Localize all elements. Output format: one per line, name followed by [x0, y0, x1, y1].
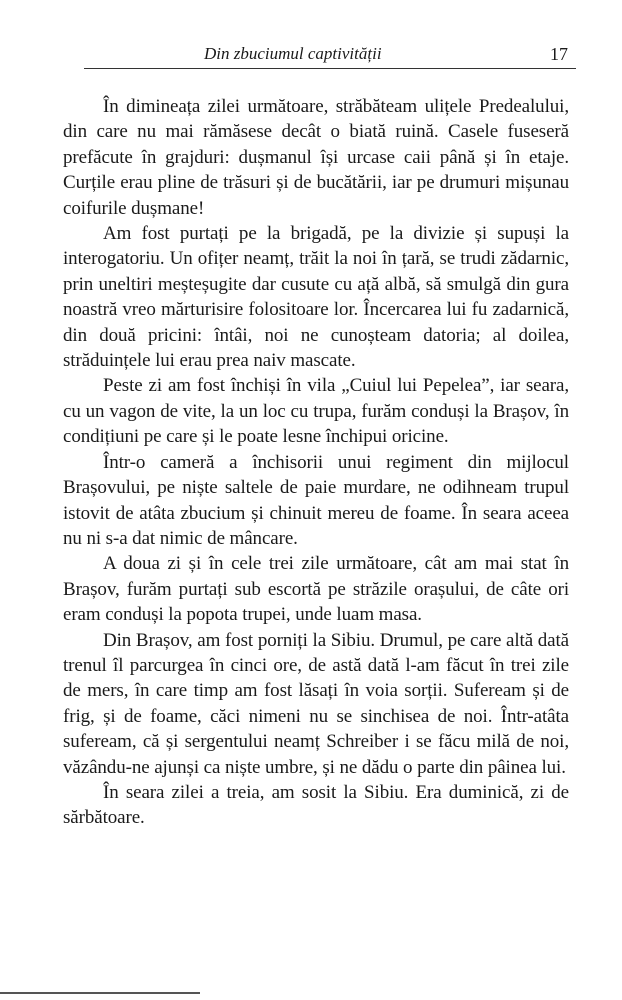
paragraph-3: Peste zi am fost închiși în vila „Cuiul lui Pepelea”, iar seara, cu un vagon de vite, la un loc cu trupa, furăm conduși la Brașov, în condițiuni pe care și le poate lesne închipui oricine. [63, 375, 569, 448]
paragraph-6: Din Brașov, am fost porniți la Sibiu. Drumul, pe care altă dată trenul îl parcurgea în cinci ore, de astă dată l-am făcut în trei zile de mers, în care timp am fost lăsați în voia sorții. Sufeream și de frig, și de foame, căci nimeni nu se sinchisea de noi. Într-atâta sufeream, că și sergentului neamț Schreiber i se făcu milă de noi, văzându-ne ajunși ca niște umbre, și ne dădu o parte din pâinea lui. [63, 629, 569, 778]
paragraph-1: În dimineața zilei următoare, străbăteam ulițele Predealului, din care nu mai rămăsese decât o biată ruină. Casele fuseseră prefăcute în grajduri: dușmanul își urcase caii până și în etaje. Curțile erau pline de trăsuri și de bucătării, iar pe drumuri mișunau coifurile dușmane! [63, 96, 569, 219]
running-header [84, 44, 576, 70]
paragraph-4: Într-o cameră a închisorii unui regiment din mijlocul Brașovului, pe niște saltele de paie murdare, ne odihneam trupul istovit de atâta zbucium și chinuit mereu de foame. În seara aceea nu ni s-a dat nimic de mâncare. [63, 451, 569, 549]
running-header-title: Din zbuciumul captivității [204, 44, 382, 63]
paragraph-7: În seara zilei a treia, am sosit la Sibiu. Era duminică, zi de sărbătoare. [63, 781, 569, 829]
body-text [63, 94, 569, 831]
paragraph-5: A doua zi și în cele trei zile următoare, cât am mai stat în Brașov, furăm purtați sub escortă pe străzile orașului, de câte ori eram conduși la popota trupei, unde luam masa. [63, 553, 569, 626]
header-rule [84, 68, 576, 69]
bottom-scan-edge [0, 992, 200, 994]
page-number: 17 [550, 44, 568, 64]
paragraph-2: Am fost purtați pe la brigadă, pe la divizie și supuși la interogatoriu. Un ofițer neamț, trăit la noi în țară, se trudi zădarnic, prin uneltiri meșteșugite dar cusute cu ață albă, să smulgă din gura noastră vreo mărturisire folositoare lor. Încercarea lui fu zadarnică, din două pricini: întâi, noi ne cunoșteam datoria; al doilea, străduințele lui erau prea naiv mascate. [63, 223, 569, 372]
